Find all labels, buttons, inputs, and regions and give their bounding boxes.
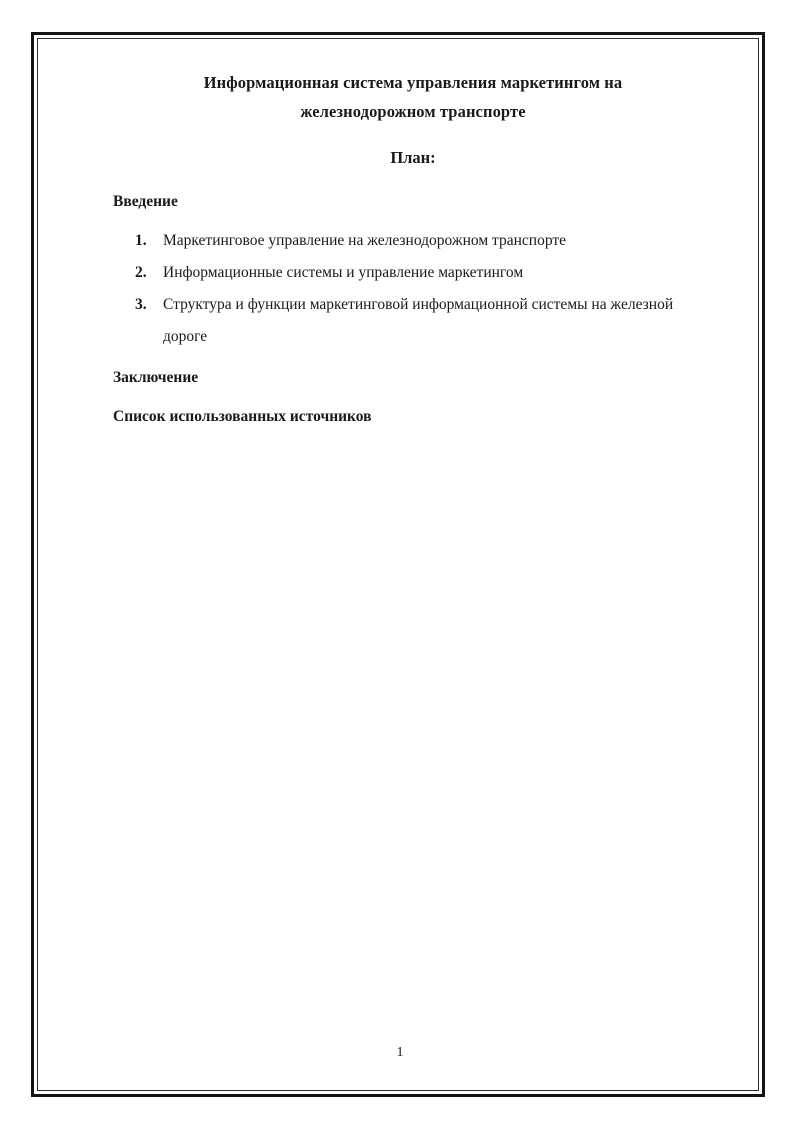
section-heading-sources: Список использованных источников xyxy=(113,408,372,425)
list-item-label: Маркетинговое управление на железнодорожном транспорте xyxy=(163,232,567,249)
list-item-marker: 2. xyxy=(135,264,147,281)
list-item-marker: 3. xyxy=(135,296,147,313)
page-content xyxy=(113,68,713,431)
document-title-line-1: Информационная система управления маркетингом на xyxy=(203,73,623,92)
list-item-marker: 1. xyxy=(135,232,147,249)
page-number: 1 xyxy=(396,1045,404,1060)
plan-list xyxy=(113,225,713,353)
list-item xyxy=(113,225,713,257)
document-title xyxy=(113,68,713,126)
section-heading-conclusion: Заключение xyxy=(113,369,199,386)
list-item-label: Структура и функции маркетинговой информационной системы на железной дороге xyxy=(163,296,674,345)
plan-heading: План: xyxy=(390,148,436,167)
list-item xyxy=(113,257,713,289)
list-item xyxy=(113,289,713,353)
document-title-line-2: железнодорожном транспорте xyxy=(300,102,526,121)
list-item-label: Информационные системы и управление маркетингом xyxy=(163,264,524,281)
section-heading-introduction: Введение xyxy=(113,193,178,210)
